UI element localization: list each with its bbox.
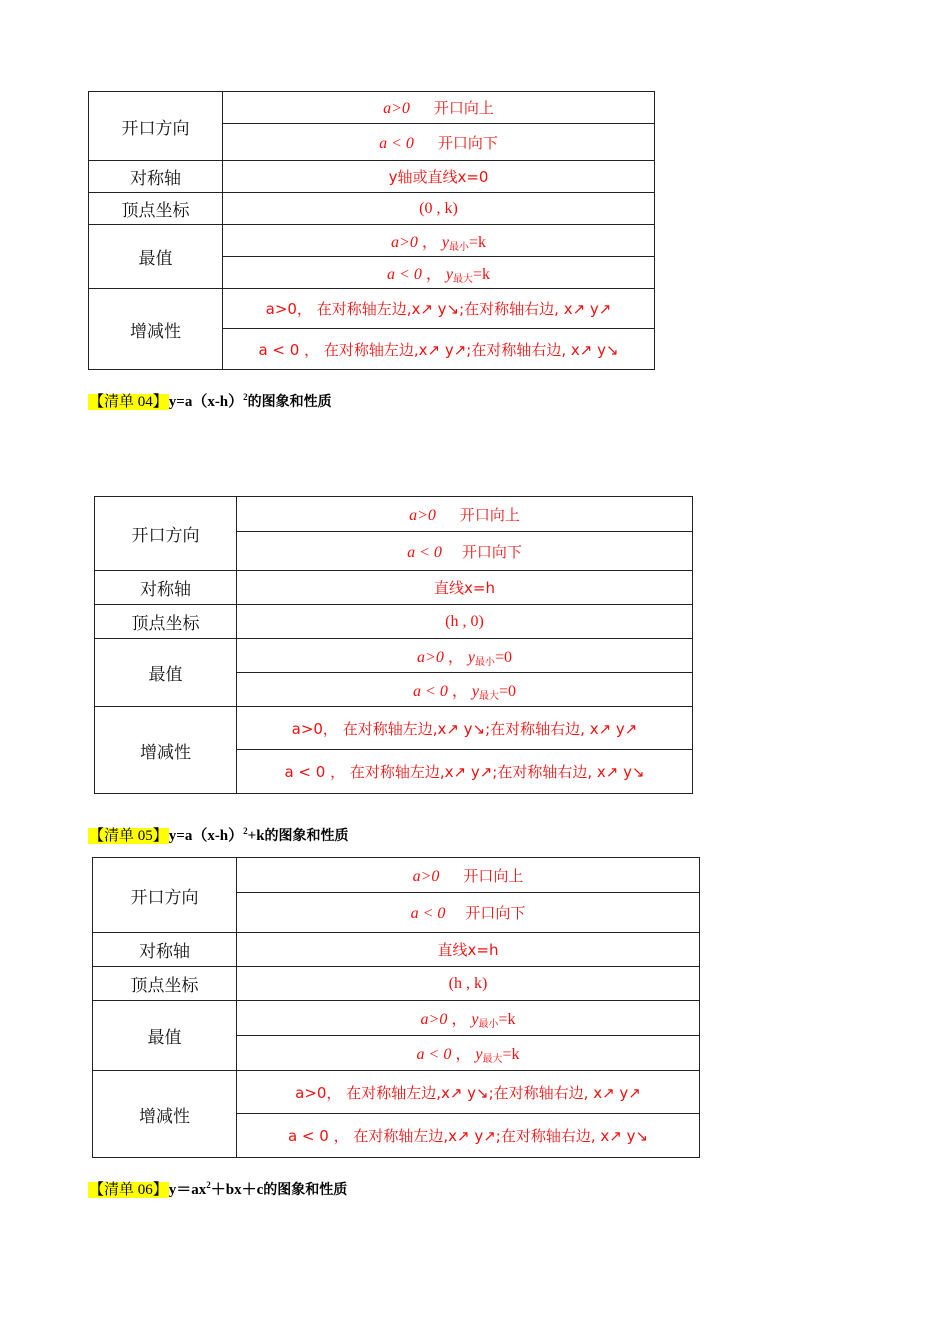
min-value: =k xyxy=(498,1011,516,1028)
vertex-value: (0 , k) xyxy=(223,193,655,225)
monotonic-negative-text: a < 0 ， 在对称轴左边,x↗ y↗;在对称轴右边, x↗ y↘ xyxy=(258,340,619,359)
monotonic-positive-text: a>0， 在对称轴左边,x↗ y↘;在对称轴右边, x↗ y↗ xyxy=(265,300,612,318)
monotonic-negative-text: a < 0 ， 在对称轴左边,x↗ y↗;在对称轴右边, x↗ y↘ xyxy=(287,1127,649,1145)
min-subscript: 最小 xyxy=(448,241,469,253)
header-suffix: 的图象和性质 xyxy=(263,1182,348,1198)
condition-a-negative: a < 0 xyxy=(413,682,448,700)
monotonic-positive xyxy=(237,707,693,750)
opening-down-text: 开口向下 xyxy=(461,542,522,561)
max-subscript: 最大 xyxy=(482,1054,503,1065)
opening-down-cell xyxy=(237,532,693,571)
label-axis: 对称轴 xyxy=(95,571,237,605)
condition-a-positive: a>0 xyxy=(412,867,440,885)
monotonic-negative-text: a < 0 ， 在对称轴左边,x↗ y↗;在对称轴右边, x↗ y↘ xyxy=(284,763,645,781)
formula-exponent: 2 xyxy=(206,1180,211,1190)
section-tag: 【清单 05】 xyxy=(89,828,168,844)
maximum-cell: a < 0 ， $y_{最大}=k$ xyxy=(237,1036,700,1071)
label-extreme: 最值 xyxy=(89,225,223,289)
section-header-05 xyxy=(88,824,349,845)
section-header-06 xyxy=(88,1178,347,1199)
label-monotonic: 增减性 xyxy=(95,707,237,794)
label-extreme: 最值 xyxy=(93,1001,237,1071)
condition-a-positive: a>0 xyxy=(409,506,436,524)
monotonic-negative xyxy=(223,329,655,370)
label-vertex: 顶点坐标 xyxy=(95,605,237,639)
vertex-value: (h , 0) xyxy=(237,605,693,639)
formula-rest: ＋bx＋c xyxy=(210,1182,264,1198)
header-suffix: 的图象和性质 xyxy=(264,828,349,844)
minimum-cell: a>0 ， $y_{最小}=k$ xyxy=(237,1001,700,1036)
condition-a-positive: a>0 xyxy=(391,233,418,251)
opening-up-cell xyxy=(237,497,693,532)
opening-up-cell xyxy=(223,92,655,124)
min-subscript: 最小 xyxy=(474,656,495,668)
minimum-cell: a>0 ， $y_{最小}=0$ xyxy=(237,639,693,673)
axis-value xyxy=(223,161,655,193)
max-subscript: 最大 xyxy=(478,690,499,702)
monotonic-negative xyxy=(237,750,693,794)
label-opening: 开口方向 xyxy=(95,497,237,571)
section-header-04 xyxy=(88,390,332,411)
condition-a-positive: a>0 xyxy=(383,100,410,117)
label-axis: 对称轴 xyxy=(89,161,223,193)
label-vertex: 顶点坐标 xyxy=(93,967,237,1001)
monotonic-positive xyxy=(237,1071,700,1114)
formula-exponent: 2 xyxy=(243,392,248,402)
opening-down-text: 开口向下 xyxy=(437,133,498,152)
condition-a-negative: a < 0 xyxy=(410,905,446,922)
axis-text: 直线x=h xyxy=(434,579,495,597)
formula: y=a（x-h） xyxy=(168,394,244,410)
properties-table-2 xyxy=(94,496,693,794)
properties-table-1 xyxy=(88,91,655,370)
max-value: =k xyxy=(502,1046,520,1063)
max-value: =k xyxy=(472,265,490,283)
label-opening: 开口方向 xyxy=(89,92,223,161)
axis-value xyxy=(237,571,693,605)
min-subscript: 最小 xyxy=(478,1019,499,1030)
condition-a-negative: a < 0 xyxy=(379,134,414,152)
max-value: =0 xyxy=(498,682,516,700)
opening-up-text: 开口向上 xyxy=(433,99,494,117)
label-extreme: 最值 xyxy=(95,639,237,707)
opening-up-text: 开口向上 xyxy=(463,866,524,885)
section-tag: 【清单 06】 xyxy=(89,1182,168,1198)
opening-down-text: 开口向下 xyxy=(465,904,526,922)
formula-exponent: 2 xyxy=(243,826,248,836)
label-vertex: 顶点坐标 xyxy=(89,193,223,225)
label-opening: 开口方向 xyxy=(93,858,237,933)
condition-a-negative: a < 0 xyxy=(416,1046,452,1063)
maximum-cell: a < 0 ， $y_{最大}=k$ xyxy=(223,257,655,289)
monotonic-positive-text: a>0， 在对称轴左边,x↗ y↘;在对称轴右边, x↗ y↗ xyxy=(291,719,638,738)
section-tag: 【清单 04】 xyxy=(89,394,168,410)
axis-value xyxy=(237,933,700,967)
opening-up-text: 开口向上 xyxy=(459,505,520,524)
formula: y＝ax xyxy=(168,1182,207,1198)
monotonic-positive xyxy=(223,289,655,329)
label-axis: 对称轴 xyxy=(93,933,237,967)
monotonic-negative xyxy=(237,1114,700,1158)
condition-a-negative: a < 0 xyxy=(407,543,442,561)
header-suffix: 的图象和性质 xyxy=(247,394,332,410)
formula-rest: +k xyxy=(247,828,265,844)
monotonic-positive-text: a>0， 在对称轴左边,x↗ y↘;在对称轴右边, x↗ y↗ xyxy=(295,1083,641,1102)
min-value: =0 xyxy=(494,648,512,666)
max-subscript: 最大 xyxy=(452,273,473,285)
condition-a-positive: a>0 xyxy=(417,648,444,666)
condition-a-positive: a>0 xyxy=(420,1011,448,1028)
min-value: =k xyxy=(468,233,486,251)
vertex-value: (h , k) xyxy=(237,967,700,1001)
label-monotonic: 增减性 xyxy=(89,289,223,370)
axis-text: 直线x=h xyxy=(437,941,499,959)
minimum-cell: a>0 ， $y_{最小}=k$ xyxy=(223,225,655,257)
opening-down-cell xyxy=(223,124,655,161)
axis-text: y轴或直线x=0 xyxy=(388,168,489,186)
maximum-cell: a < 0 ， $y_{最大}=0$ xyxy=(237,673,693,707)
opening-up-cell xyxy=(237,858,700,893)
opening-down-cell xyxy=(237,893,700,933)
label-monotonic: 增减性 xyxy=(93,1071,237,1158)
formula: y=a（x-h） xyxy=(168,828,244,844)
condition-a-negative: a < 0 xyxy=(387,265,422,283)
properties-table-3 xyxy=(92,857,700,1158)
